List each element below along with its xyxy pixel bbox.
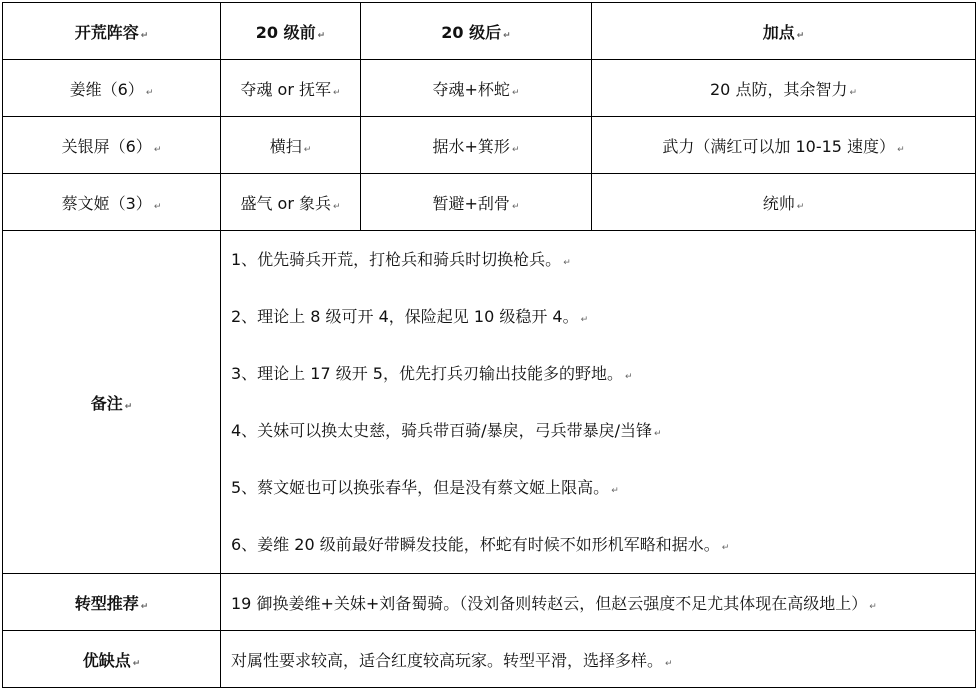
table-cell [592, 60, 976, 117]
hero-name: 关银屏（6） [61, 136, 152, 156]
table-cell [3, 174, 221, 231]
note-item [231, 231, 975, 288]
skill-after: 夺魂+杯蛇 [432, 79, 510, 99]
table-row [3, 174, 976, 231]
header-cell [361, 3, 592, 60]
header-lineup: 开荒阵容 [74, 22, 139, 42]
paragraph-mark: ↵ [132, 658, 141, 669]
table-header-row [3, 3, 976, 60]
paragraph-mark: ↵ [849, 87, 857, 98]
paragraph-mark: ↵ [145, 87, 154, 98]
table-cell [361, 60, 592, 117]
header-before-20: 20 级前 [255, 22, 316, 42]
paragraph-mark: ↵ [624, 372, 633, 382]
note-item [231, 288, 975, 345]
document-page [2, 2, 975, 683]
paragraph-mark: ↵ [869, 601, 877, 612]
skill-before: 盛气 or 象兵 [240, 193, 331, 213]
hero-name: 蔡文姬（3） [61, 193, 152, 213]
pros-cons-label-cell [3, 631, 221, 688]
notes-label-cell [3, 231, 221, 574]
point-allocation: 20 点防，其余智力 [710, 79, 848, 99]
paragraph-mark: ↵ [153, 201, 162, 212]
table-row [3, 117, 976, 174]
table-row [3, 60, 976, 117]
notes-content-cell [221, 231, 976, 574]
point-allocation: 统帅 [762, 193, 795, 213]
table-cell [221, 117, 361, 174]
notes-row [3, 231, 976, 574]
paragraph-mark: ↵ [511, 201, 520, 212]
paragraph-mark: ↵ [153, 144, 162, 155]
pros-cons-content-cell [221, 631, 976, 688]
paragraph-mark: ↵ [563, 258, 571, 268]
table-cell [221, 174, 361, 231]
skill-after: 暂避+刮骨 [432, 193, 510, 213]
table-cell [361, 174, 592, 231]
notes-label: 备注 [90, 393, 123, 413]
skill-after: 据水+箕形 [432, 136, 510, 156]
paragraph-mark: ↵ [665, 658, 673, 669]
paragraph-mark: ↵ [140, 601, 149, 612]
hero-name: 姜维（6） [69, 79, 144, 99]
transform-text: 19 御换姜维+关妹+刘备蜀骑。（没刘备则转赵云，但赵云强度不足尤其体现在高级地上） [231, 593, 868, 613]
paragraph-mark: ↵ [897, 144, 905, 155]
note-item [231, 402, 975, 459]
paragraph-mark: ↵ [124, 401, 133, 412]
paragraph-mark: ↵ [303, 144, 312, 155]
paragraph-mark: ↵ [511, 87, 520, 98]
paragraph-mark: ↵ [333, 201, 341, 212]
paragraph-mark: ↵ [796, 201, 805, 212]
paragraph-mark: ↵ [653, 429, 662, 439]
note-item [231, 516, 975, 573]
header-points: 加点 [762, 22, 795, 42]
table-cell [221, 60, 361, 117]
note-item [231, 345, 975, 402]
pros-cons-row [3, 631, 976, 688]
note-text: 5、蔡文姬也可以换张春华，但是没有蔡文姬上限高。 [231, 478, 610, 497]
header-cell [592, 3, 976, 60]
note-text: 3、理论上 17 级开 5，优先打兵刃输出技能多的野地。 [231, 364, 623, 383]
transform-label-cell [3, 574, 221, 631]
table-cell [3, 117, 221, 174]
pros-cons-label: 优缺点 [82, 650, 131, 670]
transform-row [3, 574, 976, 631]
paragraph-mark: ↵ [511, 144, 520, 155]
note-text: 1、优先骑兵开荒，打枪兵和骑兵时切换枪兵。 [231, 250, 562, 269]
header-cell [221, 3, 361, 60]
lineup-table [2, 2, 976, 688]
paragraph-mark: ↵ [140, 30, 149, 41]
table-cell [592, 174, 976, 231]
transform-label: 转型推荐 [74, 593, 139, 613]
skill-before: 夺魂 or 抚军 [240, 79, 331, 99]
paragraph-mark: ↵ [503, 30, 511, 41]
note-text: 2、理论上 8 级可开 4，保险起见 10 级稳开 4。 [231, 307, 579, 326]
paragraph-mark: ↵ [611, 486, 619, 496]
table-cell [3, 60, 221, 117]
point-allocation: 武力（满红可以加 10-15 速度） [662, 136, 896, 156]
header-after-20: 20 级后 [441, 22, 502, 42]
paragraph-mark: ↵ [580, 315, 589, 325]
note-text: 4、关妹可以换太史慈，骑兵带百骑/暴戾，弓兵带暴戾/当锋 [231, 421, 652, 440]
paragraph-mark: ↵ [333, 87, 341, 98]
skill-before: 横扫 [269, 136, 302, 156]
table-cell [592, 117, 976, 174]
note-text: 6、姜维 20 级前最好带瞬发技能，杯蛇有时候不如形机军略和据水。 [231, 535, 720, 554]
transform-content-cell [221, 574, 976, 631]
paragraph-mark: ↵ [721, 543, 730, 553]
pros-cons-text: 对属性要求较高，适合红度较高玩家。转型平滑，选择多样。 [231, 650, 664, 670]
paragraph-mark: ↵ [796, 30, 805, 41]
table-cell [361, 117, 592, 174]
header-cell [3, 3, 221, 60]
paragraph-mark: ↵ [317, 30, 326, 41]
note-item [231, 459, 975, 516]
